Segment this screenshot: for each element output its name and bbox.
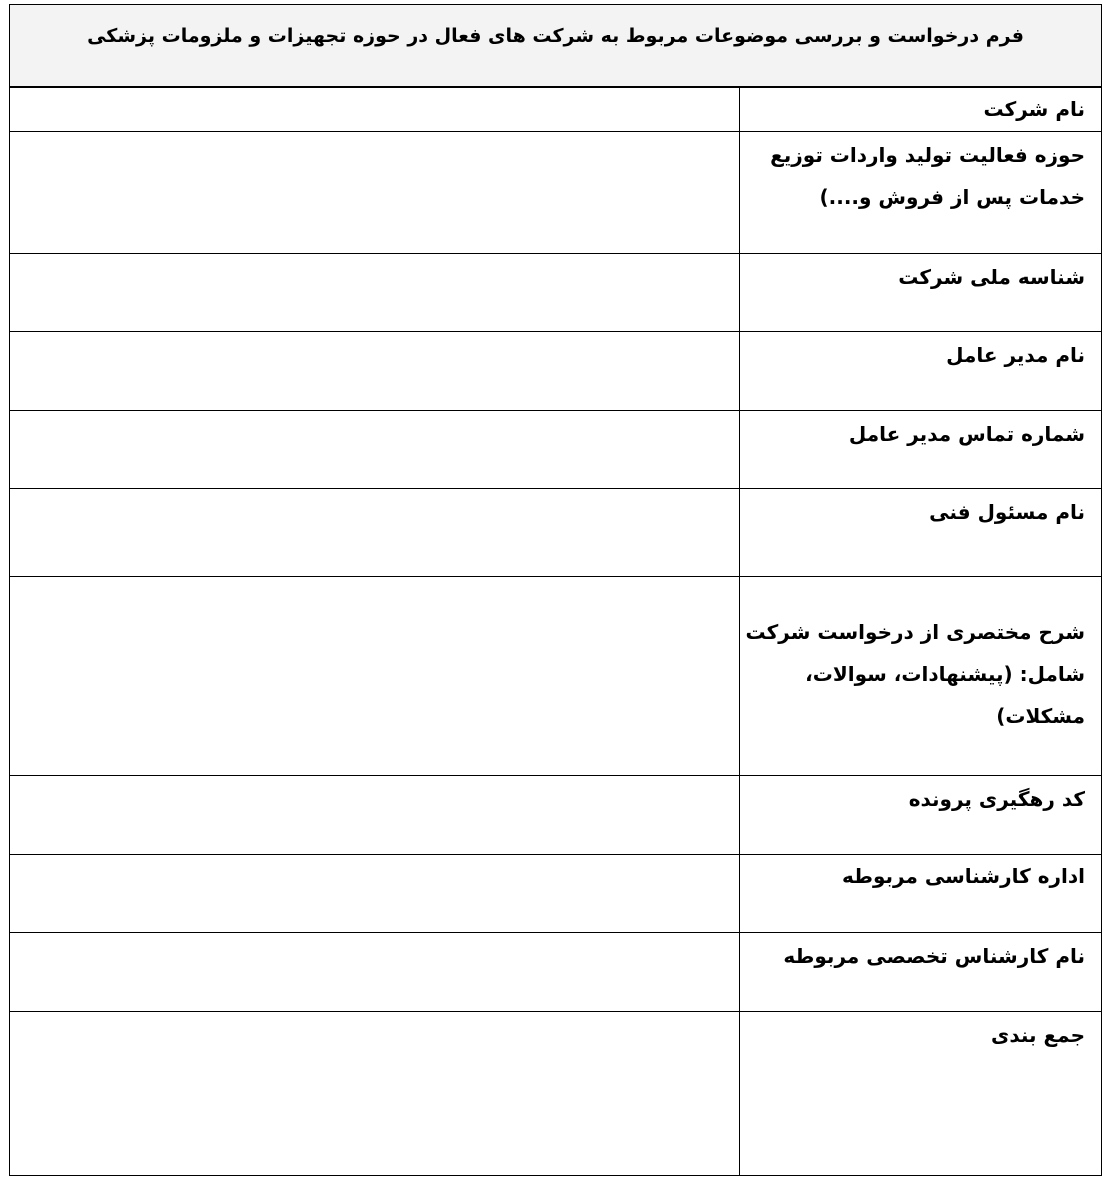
field-value-activity-field[interactable] (10, 132, 739, 253)
form-row-company-name (10, 87, 1101, 131)
form-row-activity-field (10, 131, 1101, 253)
field-value-national-id[interactable] (10, 254, 739, 331)
form-title: فرم درخواست و بررسی موضوعات مربوط به شرکت های فعال در حوزه تجهیزات و ملزومات پزشکی (10, 5, 1101, 87)
field-value-company-name[interactable] (10, 88, 739, 131)
field-label-company-name: نام شرکت (739, 88, 1101, 131)
field-value-specialist-name[interactable] (10, 933, 739, 1011)
field-value-ceo-phone[interactable] (10, 411, 739, 488)
field-label-expert-department: اداره کارشناسی مربوطه (739, 855, 1101, 932)
field-label-specialist-name: نام کارشناس تخصصی مربوطه (739, 933, 1101, 1011)
form-row-expert-department (10, 854, 1101, 932)
field-label-conclusion: جمع بندی (739, 1012, 1101, 1175)
form-row-national-id (10, 253, 1101, 331)
form-row-ceo-name (10, 331, 1101, 410)
field-value-request-summary[interactable] (10, 577, 739, 775)
field-value-ceo-name[interactable] (10, 332, 739, 410)
field-label-national-id: شناسه ملی شرکت (739, 254, 1101, 331)
form-row-request-summary (10, 576, 1101, 775)
field-label-tracking-code: کد رهگیری پرونده (739, 776, 1101, 854)
field-value-technical-manager[interactable] (10, 489, 739, 576)
field-value-tracking-code[interactable] (10, 776, 739, 854)
form-row-specialist-name (10, 932, 1101, 1011)
field-label-request-summary: شرح مختصری از درخواست شرکت شامل: (پیشنهادات، سوالات، مشکلات) (739, 577, 1101, 775)
form-row-conclusion (10, 1011, 1101, 1175)
field-value-conclusion[interactable] (10, 1012, 739, 1175)
field-label-ceo-phone: شماره تماس مدیر عامل (739, 411, 1101, 488)
form-row-ceo-phone (10, 410, 1101, 488)
field-label-technical-manager: نام مسئول فنی (739, 489, 1101, 576)
form-row-technical-manager (10, 488, 1101, 576)
field-label-activity-field: حوزه فعالیت تولید واردات توزیع خدمات پس از فروش و....) (739, 132, 1101, 253)
field-value-expert-department[interactable] (10, 855, 739, 932)
field-label-ceo-name: نام مدیر عامل (739, 332, 1101, 410)
request-form (9, 4, 1102, 1176)
form-row-tracking-code (10, 775, 1101, 854)
